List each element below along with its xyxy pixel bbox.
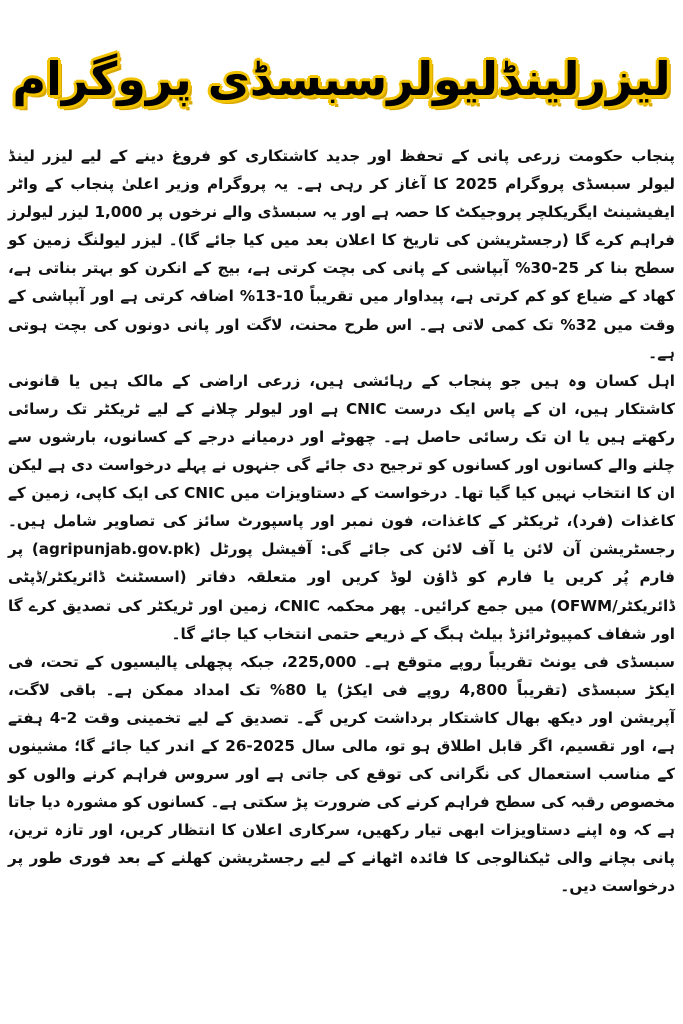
paragraph-eligibility: اہل کسان وہ ہیں جو پنجاب کے رہائشی ہیں، زرعی اراضی کے مالک ہیں یا قانونی کاشتکار ہیں، ان کے پاس ایک درست CNIC ہے اور لیولر چلانے کے لیے ٹریکٹر تک رسائی رکھتے ہیں یا ان تک رسائی حاصل ہے۔ چھوٹے اور درمیانے درجے کے کسانوں، بارشوں سے چلنے والے کسانوں اور کسانوں کو ترجیح دی جائے گی جنہوں نے پہلے درخواست دی ہے لیکن ان کا انتخاب نہیں کیا گیا تھا۔ درخواست کے دستاویزات میں CNIC کی ایک کاپی، زمین کے کاغذات (فرد)، ٹریکٹر کے کاغذات، فون نمبر اور پاسپورٹ سائز کی تصاویر شامل ہیں۔ رجسٹریشن آن لائن یا آف لائن کی جائے گی: آفیشل پورٹل (agripunjab.gov.pk) پر فارم پُر کریں یا فارم کو ڈاؤن لوڈ کریں اور متعلقہ دفاتر (اسسٹنٹ ڈائریکٹر/ڈپٹی ڈائریکٹر/OFWM) میں جمع کرائیں۔ پھر محکمہ CNIC، زمین اور ٹریکٹر کی تصدیق کرے گا اور شفاف کمپیوٹرائزڈ بیلٹ ہبگ کے ذریعے حتمی انتخاب کیا جائے گا۔ [8,371,675,643]
paragraph-intro: پنجاب حکومت زرعی پانی کے تحفظ اور جدید کاشتکاری کو فروغ دینے کے لیے لیزر لینڈ لیولر سبسڈی پروگرام 2025 کا آغاز کر رہی ہے۔ یہ پروگرام وزیر اعلیٰ پنجاب کے واٹر ایفیشینٹ ایگریکلچر پروجیکٹ کا حصہ ہے اور یہ سبسڈی والے نرخوں پر 1,000 لیزر لیولرز فراہم کرے گا (رجسٹریشن کی تاریخ کا اعلان بعد میں کیا جائے گا)۔ لیزر لیولنگ زمین کو سطح بنا کر 25-30% آبپاشی کے پانی کی بچت کرتی ہے، بیج کے انکرن کو بہتر بناتی ہے، کھاد کے ضیاع کو کم کرتی ہے، پیداوار میں تقریباً 10-13% اضافہ کرتی ہے اور آبپاشی کے وقت میں 32% تک کمی لاتی ہے۔ اس طرح محنت، لاگت اور پانی دونوں کی بچت ہوتی ہے۔ [8,147,676,362]
paragraph-subsidy: سبسڈی فی یونٹ تقریباً روپے متوقع ہے۔ 225,000، جبکہ پچھلی پالیسیوں کے تحت، فی ایکڑ سبسڈی (تقریباً 4,800 روپے فی ایکڑ) یا 80% تک امداد ممکن ہے۔ باقی لاگت، آپریشن اور دیکھ بھال کاشتکار برداشت کریں گے۔ تصدیق کے لیے تخمینی وقت 2-4 ہفتے ہے، اور تقسیم، اگر قابل اطلاق ہو تو، مالی سال 2025-26 کے اندر کیا جائے گا؛ مشینوں کے مناسب استعمال کی نگرانی کی توقع کی جاتی ہے اور سروس فراہم کرنے والوں کو مخصوص رقبہ کی سطح فراہم کرنے کی ضرورت پڑ سکتی ہے۔ کسانوں کو مشورہ دیا جاتا ہے کہ وہ اپنے دستاویزات ابھی تیار رکھیں، سرکاری اعلان کا انتظار کریں، اور تازہ ترین، پانی بچانے والی ٹیکنالوجی کا فائدہ اٹھانے کے لیے رجسٹریشن کھلنے کے بعد فوری طور پر درخواست دیں۔ [8,652,676,896]
title-banner [0,38,683,120]
article-body [8,142,675,901]
page-title: لیزرلینڈلیولرسبسڈی پروگرام [12,52,671,106]
